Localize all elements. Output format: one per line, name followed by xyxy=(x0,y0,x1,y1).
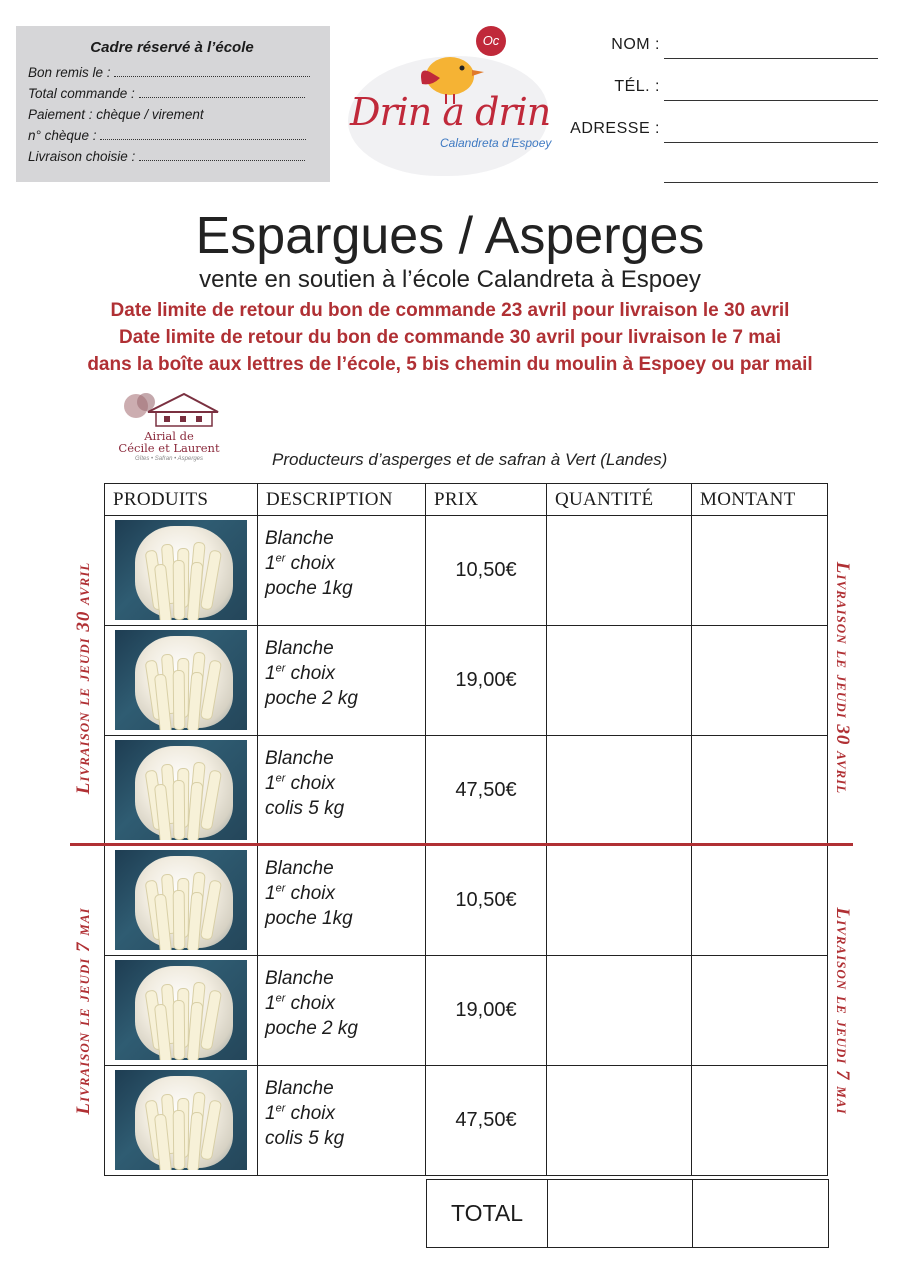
school-box-row-paiement: Paiement : chèque / virement xyxy=(28,107,204,122)
page-subtitle: vente en soutien à l’école Calandreta à Espoey xyxy=(199,266,701,293)
drin-a-drin-logo xyxy=(344,20,554,180)
asparagus-photo xyxy=(115,740,247,840)
quantity-cell[interactable] xyxy=(547,516,692,626)
school-box-row-cheque: n° chèque : xyxy=(28,125,316,146)
description-cell xyxy=(258,516,426,626)
school-box-row-livraison: Livraison choisie : xyxy=(28,146,316,167)
price-cell: 10,50€ xyxy=(426,516,547,626)
product-cell xyxy=(105,846,258,956)
asparagus-spear xyxy=(173,1110,186,1170)
product-cell xyxy=(105,736,258,846)
price-cell: 19,00€ xyxy=(426,956,547,1066)
side-label-left-30-avril: Livraison le jeudi 30 avril xyxy=(73,561,94,795)
school-box-row-total: Total commande : xyxy=(28,83,316,104)
table-row xyxy=(105,846,828,956)
product-description: Blanche 1er choix colis 5 kg xyxy=(265,1078,345,1149)
contact-fields xyxy=(560,34,880,202)
amount-cell[interactable] xyxy=(692,736,828,846)
total-row xyxy=(427,1180,829,1248)
quantity-cell[interactable] xyxy=(547,1066,692,1176)
description-cell xyxy=(258,956,426,1066)
table-row xyxy=(105,736,828,846)
price-cell: 19,00€ xyxy=(426,626,547,736)
tel-line[interactable] xyxy=(664,100,878,101)
dropoff-info: dans la boîte aux lettres de l’école, 5 bis chemin du moulin à Espoey ou par mail xyxy=(87,354,813,375)
total-amount-cell[interactable] xyxy=(693,1180,829,1248)
logo-subtitle: Calandreta d’Espoey xyxy=(440,136,552,150)
product-description: Blanche 1er choix colis 5 kg xyxy=(265,748,345,819)
product-description: Blanche 1er choix poche 2 kg xyxy=(265,968,358,1039)
amount-cell[interactable] xyxy=(692,626,828,736)
quantity-cell[interactable] xyxy=(547,626,692,736)
total-quantity-cell[interactable] xyxy=(548,1180,693,1248)
header-produits: PRODUITS xyxy=(105,484,258,516)
logo-title: Drin a drin xyxy=(350,90,551,134)
nom-line[interactable] xyxy=(664,58,878,59)
house-icon xyxy=(118,392,222,428)
product-description: Blanche 1er choix poche 1kg xyxy=(265,528,353,599)
product-cell xyxy=(105,626,258,736)
description-cell xyxy=(258,1066,426,1176)
asparagus-photo xyxy=(115,1070,247,1170)
side-label-left-7-mai: Livraison le jeudi 7 mai xyxy=(73,907,94,1115)
delivery-divider xyxy=(70,843,853,846)
quantity-cell[interactable] xyxy=(547,846,692,956)
asparagus-photo xyxy=(115,960,247,1060)
producer-logo-name: Airial de Cécile et Laurent xyxy=(118,429,220,455)
description-cell xyxy=(258,736,426,846)
asparagus-photo xyxy=(115,630,247,730)
product-cell xyxy=(105,956,258,1066)
school-reserved-box xyxy=(16,26,330,182)
price-cell: 10,50€ xyxy=(426,846,547,956)
product-cell xyxy=(105,516,258,626)
total-table xyxy=(426,1179,829,1248)
price-cell: 47,50€ xyxy=(426,1066,547,1176)
order-table xyxy=(104,483,828,1176)
producer-logo xyxy=(108,392,230,462)
school-box-title: Cadre réservé à l’école xyxy=(90,39,254,56)
price-cell: 47,50€ xyxy=(426,736,547,846)
nom-label: NOM : xyxy=(611,36,660,53)
amount-cell[interactable] xyxy=(692,516,828,626)
asparagus-spear xyxy=(173,670,186,730)
adresse-field[interactable] xyxy=(560,118,880,160)
adresse-line-2[interactable] xyxy=(664,182,878,183)
deadline-2: Date limite de retour du bon de commande 30 avril pour livraison le 7 mai xyxy=(118,327,781,348)
asparagus-photo xyxy=(115,520,247,620)
asparagus-photo xyxy=(115,850,247,950)
header-quantite: QUANTITÉ xyxy=(547,484,692,516)
asparagus-spear xyxy=(173,1000,186,1060)
description-cell xyxy=(258,846,426,956)
side-label-right-7-mai: Livraison le jeudi 7 mai xyxy=(832,907,853,1115)
quantity-cell[interactable] xyxy=(547,736,692,846)
asparagus-spear xyxy=(173,780,186,840)
logo-oc-badge: Oc xyxy=(476,26,506,56)
table-row xyxy=(105,516,828,626)
table-row xyxy=(105,626,828,736)
adresse-field-2[interactable] xyxy=(560,160,880,202)
product-description: Blanche 1er choix poche 1kg xyxy=(265,858,353,929)
quantity-cell[interactable] xyxy=(547,956,692,1066)
tel-field[interactable] xyxy=(560,76,880,118)
adresse-label: ADRESSE : xyxy=(570,120,660,137)
adresse-line[interactable] xyxy=(664,142,878,143)
amount-cell[interactable] xyxy=(692,1066,828,1176)
amount-cell[interactable] xyxy=(692,956,828,1066)
description-cell xyxy=(258,626,426,736)
header-description: DESCRIPTION xyxy=(258,484,426,516)
page-title: Espargues / Asperges xyxy=(195,207,705,265)
nom-field[interactable] xyxy=(560,34,880,76)
producer-description: Producteurs d’asperges et de safran à Vert (Landes) xyxy=(272,450,668,469)
product-cell xyxy=(105,1066,258,1176)
tel-label: TÉL. : xyxy=(614,78,660,95)
table-row xyxy=(105,1066,828,1176)
amount-cell[interactable] xyxy=(692,846,828,956)
total-label: TOTAL xyxy=(427,1180,548,1248)
deadline-1: Date limite de retour du bon de commande 23 avril pour livraison le 30 avril xyxy=(110,300,790,321)
school-box-row-remis: Bon remis le : xyxy=(28,62,316,83)
header-montant: MONTANT xyxy=(692,484,828,516)
asparagus-spear xyxy=(173,560,186,620)
table-header-row xyxy=(105,484,828,516)
producer-logo-tagline: Gîtes • Safran • Asperges xyxy=(134,456,203,462)
header-prix: PRIX xyxy=(426,484,547,516)
side-label-right-30-avril: Livraison le jeudi 30 avril xyxy=(832,561,853,795)
product-description: Blanche 1er choix poche 2 kg xyxy=(265,638,358,709)
asparagus-spear xyxy=(173,890,186,950)
table-row xyxy=(105,956,828,1066)
